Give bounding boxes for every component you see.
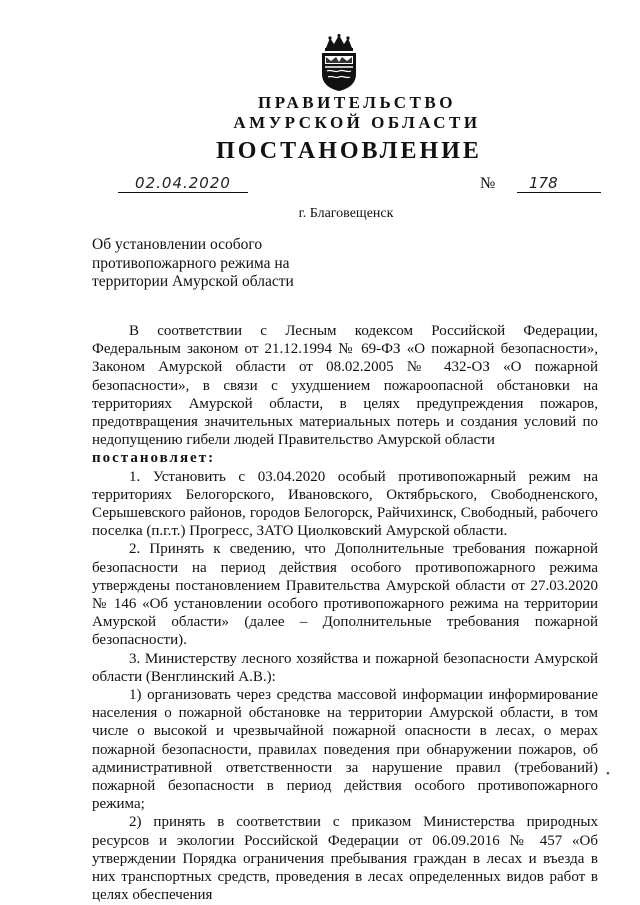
- document-date: 02.04.2020: [118, 174, 248, 193]
- number-label: №: [480, 175, 496, 192]
- margin-mark: •: [606, 768, 610, 780]
- government-title-line2: АМУРСКОЙ ОБЛАСТИ: [233, 113, 481, 132]
- preamble-paragraph: В соответствии с Лесным кодексом Российской Федерации, Федеральным законом от 21.12.1994 № 69-ФЗ «О пожарной безопасности», Законом Амурской области от 08.02.2005 № 432-ОЗ «О пожарной безопасности», в связи с ухудшением пожароопасной обстановки на территориях Амурской области, в целях предупреждения пожаров, предотвращения значительных материальных потерь и создания условий по недопущению гибели людей Правительство Амурской области: [92, 323, 598, 449]
- issue-city: г. Благовещенск: [298, 206, 394, 221]
- coat-of-arms-emblem: [318, 34, 360, 92]
- clause-3: 3. Министерству лесного хозяйства и пожарной безопасности Амурской области (Венглинский А.В.):: [92, 650, 598, 685]
- clause-3-item-2: 2) принять в соответствии с приказом Министерства природных ресурсов и экологии Российской Федерации от 06.09.2016 № 457 «Об утверждении Порядка ограничения пребывания граждан в лесах и въезда в них транспортных средств, проведения в лесах определенных видов работ в целях обеспечения: [92, 814, 598, 904]
- clause-3-item-1: 1) организовать через средства массовой информации информирование населения о пожарной обстановке на территории Амурской области, в том числе о высокой и чрезвычайной пожарной опасности в лесах, о мерах пожарной безопасности, правилах поведения при обнаружении пожаров, об административной ответственности за нарушение правил (требований) пожарной безопасности в период действия особого противопожарного режима;: [92, 687, 598, 813]
- clause-2: 2. Принять к сведению, что Дополнительные требования пожарной безопасности на период действия особого противопожарного режима утверждены постановлением Правительства Амурской области от 27.03.2020 № 146 «Об установлении особого противопожарного режима на территории Амурской области» (далее – Дополнительные требования пожарной безопасности).: [92, 541, 598, 649]
- document-body: [92, 322, 598, 905]
- document-number: 178: [517, 174, 601, 193]
- document-type-title: ПОСТАНОВЛЕНИЕ: [216, 138, 482, 164]
- decree-word: постановляет:: [92, 450, 216, 467]
- government-title-line1: ПРАВИТЕЛЬСТВО: [258, 93, 456, 112]
- document-subject: Об установлении особого противопожарного режима на территории Амурской области: [92, 236, 294, 290]
- clause-1: 1. Установить с 03.04.2020 особый противопожарный режим на территориях Белогорского, Ивановского, Октябрьского, Свободненского, Серышевского районов, городов Белогорск, Райчихинск, Свободный, рабочего поселка (п.г.т.) Прогресс, ЗАТО Циолковский Амурской области.: [92, 468, 598, 540]
